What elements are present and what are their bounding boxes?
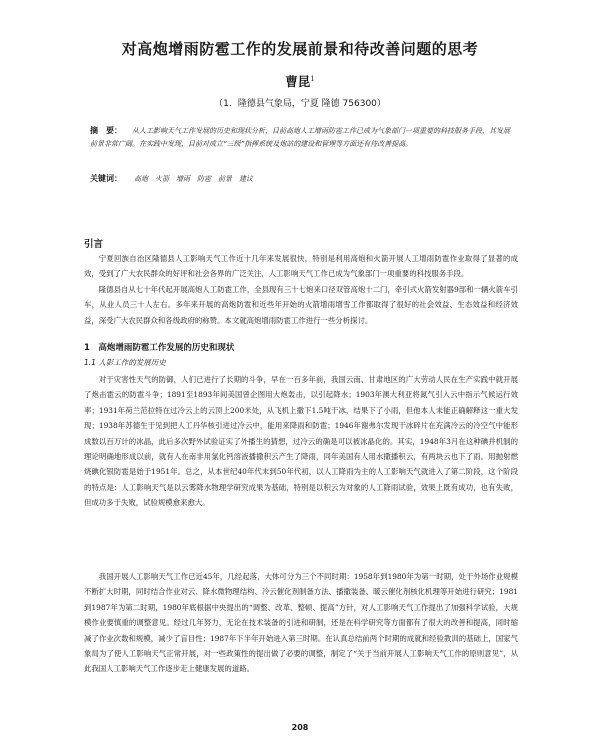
author-superscript: 1 [310,74,315,83]
section-heading-intro: 引言 [84,239,104,250]
body-paragraph-1: 宁夏回族自治区隆德县人工影响天气工作近十几年来发展很快，特别是利用高炮和火箭开展人工增雨防雹作业取得了显著的成效，受到了广大农民群众的好评和社会各界的广泛关注，人工影响天气工作已成为气象部门一项重要的科技服务手段。 [84,254,518,279]
abstract-block [90,124,514,151]
keywords-label: 关键词： [90,174,122,183]
section-heading-1: 1 高炮增雨防雹工作发展的历史和现状 [84,343,235,353]
paper-title: 对高炮增雨防雹工作的发展前景和待改善问题的思考 [121,40,479,58]
affiliation: （1．隆德县气象局，宁夏 隆德 756300） [214,99,386,109]
abstract-label: 摘 要： [90,126,122,135]
author-name: 曹昆 [285,74,311,89]
body-paragraph-3: 对于灾害性天气的防御，人们已进行了长期的斗争，早在一百多年前，我国云南、甘肃地区的广大劳动人民在生产实践中就开展了炮击雹云的防雹斗争；1891至1893年间美国曾企图用大炮轰击，以引起降水；1903年澳大利亚将氮气引入云中指示气候运行效率；1931年荷兰范拉特在过冷云上的云顶上200米处，从飞机上撒下1.5吨干冰，结果下了小雨，但他本人未能正确解释这一重大发现；1938年苏德生于见到把人工丹华核引进过冷云中，能用来降雨和防雹；1946年谢弗尔发现干冰碎片在充满冷云的冷空气中能形成数以百万计的冰晶，此后多次野外试验证实了外播生的猜想，过冷云的确是可以被冰晶化的。其实，1948年3月在这种碘并机制的理论明确地形成以前，就有人在南非用氯化钙溶液播撒积云产生了降雨，同年美国有人用水撒播积云，有两块云也下了雨。用抛射燃烧碘化银防雹是始于1951年。总之，从本世纪40年代末到50年代初，以人工降雨为主的人工影响天气就进入了第二阶段，这个阶段的特点是：人工影响天气是以云雾降水物理学研究成果为基础，特别是以积云为对象的人工降雨试验，效果上既有成功，也有失败，但成功多于失败，试验规模愈来愈大。 [84,375,518,508]
keywords-block [90,173,514,185]
body-paragraph-2: 隆德县自从七十年代起开展高炮人工防雹工作，全县现有三十七炮来口径双管高炮十二门，牵引式火箭发射器9部和一辆火箭车引车，从业人员三十人左右。多年来开展的高炮防雹和近些年开始的火箭增雨增雪工作都取得了很好的社会效益、生态效益和经济效益，深受广大农民群众和各级政府的称赞。本文就高炮增雨防雹工作进行一些分析探讨。 [84,285,518,325]
page-number: 208 [291,723,309,732]
abstract-text: 从人工影响天气工作发展的历史和现状分析，目前高炮人工增雨防雹工作已成为气象部门一项重要的科技服务手段，其发展前景非常广阔。在实践中发现，目前对成立“三级”指挥系统及炮站的建设和管理等方面还有待改善提高。 [90,127,510,148]
keywords-text: 高炮 火箭 增雨 防雹 前景 建议 [134,175,253,183]
body-paragraph-4: 我国开展人工影响天气工作已近45年，几经起落，大体可分为三个不同时期：1958年到1980年为第一时期，处于外场作业规模不断扩大时期，同时结合作业对云、降水微物理结构、冷云催化剂制备方法、播撒装备、暖云催化剂核化机理等开始进行研究；1981到1987年为第二时期，1980年底根据中央提出的“调整、改革、整顿、提高”方针，对人工影响天气工作提出了加强科学试验，大规模作业要慎重的调整意见。经过几年努力，无论在技术装备的引进和研制，还是在科学研究等方面都有了很大的改善和提高，同时缩减了作业次数和规模，减少了盲目性；1987年下半年开始进入第三时期。在认真总结前两个时期的成就和经验教训的基础上，国家气象局为了使人工影响天气正常开展，对一些政策性的提出做了必要的调整，制定了“关于当前开展人工影响天气工作的原则意见”，从此我国人工影响天气工作逐步走上健康发展的道路。 [84,572,518,674]
author-line [0,72,600,90]
subsection-heading-1-1: 1.1 人影工作的发展历史 [84,358,166,367]
